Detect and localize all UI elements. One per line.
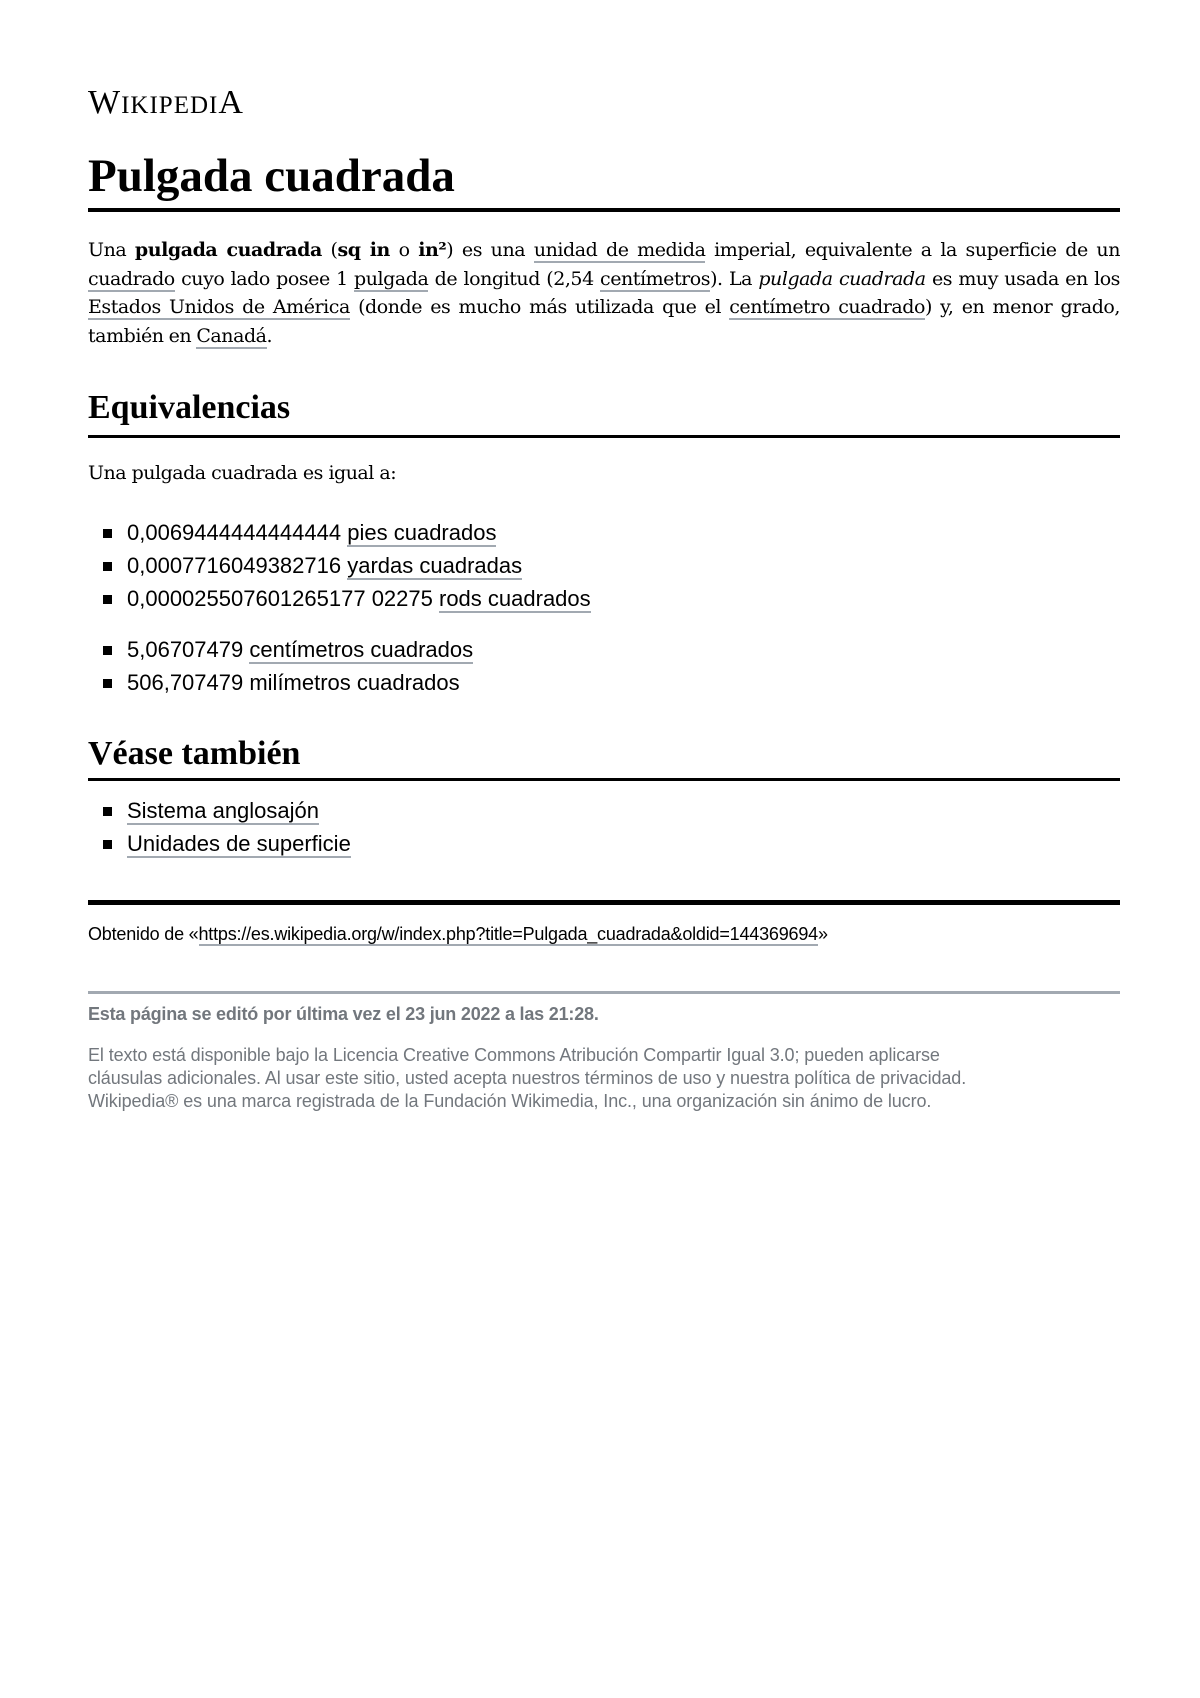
bullet-icon [103, 646, 112, 655]
link-pulgada[interactable]: pulgada [354, 267, 429, 290]
link-centimetros[interactable]: centímetros [600, 267, 711, 290]
last-edited-notice: Esta página se editó por última vez el 23 jun 2022 a las 21:28. [88, 1004, 599, 1024]
link-yardas-cuadradas[interactable]: yardas cuadradas [347, 553, 523, 578]
link-centimetros-cuadrados[interactable]: centímetros cuadrados [249, 637, 474, 662]
license-line: El texto está disponible bajo la Licencia Creative Commons Atribución Compartir Igual 3.0; pueden aplicarse [88, 1045, 940, 1065]
list-item: 5,06707479 centímetros cuadrados [88, 633, 473, 666]
link-sistema-anglosajon[interactable]: Sistema anglosajón [127, 798, 320, 823]
wikipedia-wordmark: WIKIPEDIA [88, 84, 244, 121]
link-pies-cuadrados[interactable]: pies cuadrados [347, 520, 497, 545]
license-line: cláusulas adicionales. Al usar este sitio, usted acepta nuestros términos de uso y nuestra política de privacidad. [88, 1068, 967, 1088]
link-estados-unidos[interactable]: Estados Unidos de América [88, 296, 350, 318]
license-line: Wikipedia® es una marca registrada de la Fundación Wikimedia, Inc., una organización sin ánimo de lucro. [88, 1091, 932, 1111]
footer-separator [88, 991, 1120, 994]
list-item [88, 794, 351, 827]
list-item [88, 827, 351, 860]
section-heading-equivalencias: Equivalencias [88, 386, 1120, 438]
link-unidades-de-superficie[interactable]: Unidades de superficie [127, 831, 351, 856]
link-rods-cuadrados[interactable]: rods cuadrados [439, 586, 591, 611]
list-item: 506,707479 milímetros cuadrados [88, 666, 473, 699]
vease-tambien-list [88, 794, 351, 860]
list-item: 0,0069444444444444 pies cuadrados [88, 516, 591, 549]
link-canada[interactable]: Canadá [196, 324, 267, 347]
footer-divider [88, 900, 1120, 905]
page-title: Pulgada cuadrada [88, 146, 1120, 212]
bullet-icon [103, 807, 112, 816]
equivalencias-intro: Una pulgada cuadrada es igual a: [88, 462, 397, 484]
bullet-icon [103, 595, 112, 604]
source-line: Obtenido de «https://es.wikipedia.org/w/index.php?title=Pulgada_cuadrada&oldid=144369694» [88, 924, 828, 944]
link-unidad-de-medida[interactable]: unidad de medida [533, 239, 706, 261]
link-cuadrado[interactable]: cuadrado [88, 267, 175, 290]
intro-paragraph: Una pulgada cuadrada (sq in o in²) es una unidad de medida imperial, equivalente a la superficie de un cuadrado cuyo lado posee 1 pulgada de longitud (2,54 centímetros). La pulgada cuadrada es muy usada en los Estados Unidos de América (donde es mucho más utilizada que el centímetro cuadrado) y, en menor grado, también en Canadá. [88, 239, 1120, 347]
equivalencias-list-imperial [88, 516, 591, 615]
source-url-link[interactable]: https://es.wikipedia.org/w/index.php?title=Pulgada_cuadrada&oldid=144369694 [198, 924, 818, 944]
bullet-icon [103, 679, 112, 688]
link-centimetro-cuadrado[interactable]: centímetro cuadrado [729, 296, 925, 318]
bullet-icon [103, 562, 112, 571]
bullet-icon [103, 529, 112, 538]
list-item: 0,0007716049382716 yardas cuadradas [88, 549, 591, 582]
license-notice [88, 1044, 1120, 1113]
equivalencias-list-metric [88, 633, 473, 699]
list-item: 0,000025507601265177 02275 rods cuadrados [88, 582, 591, 615]
bullet-icon [103, 840, 112, 849]
section-heading-vease-tambien: Véase también [88, 732, 1120, 781]
